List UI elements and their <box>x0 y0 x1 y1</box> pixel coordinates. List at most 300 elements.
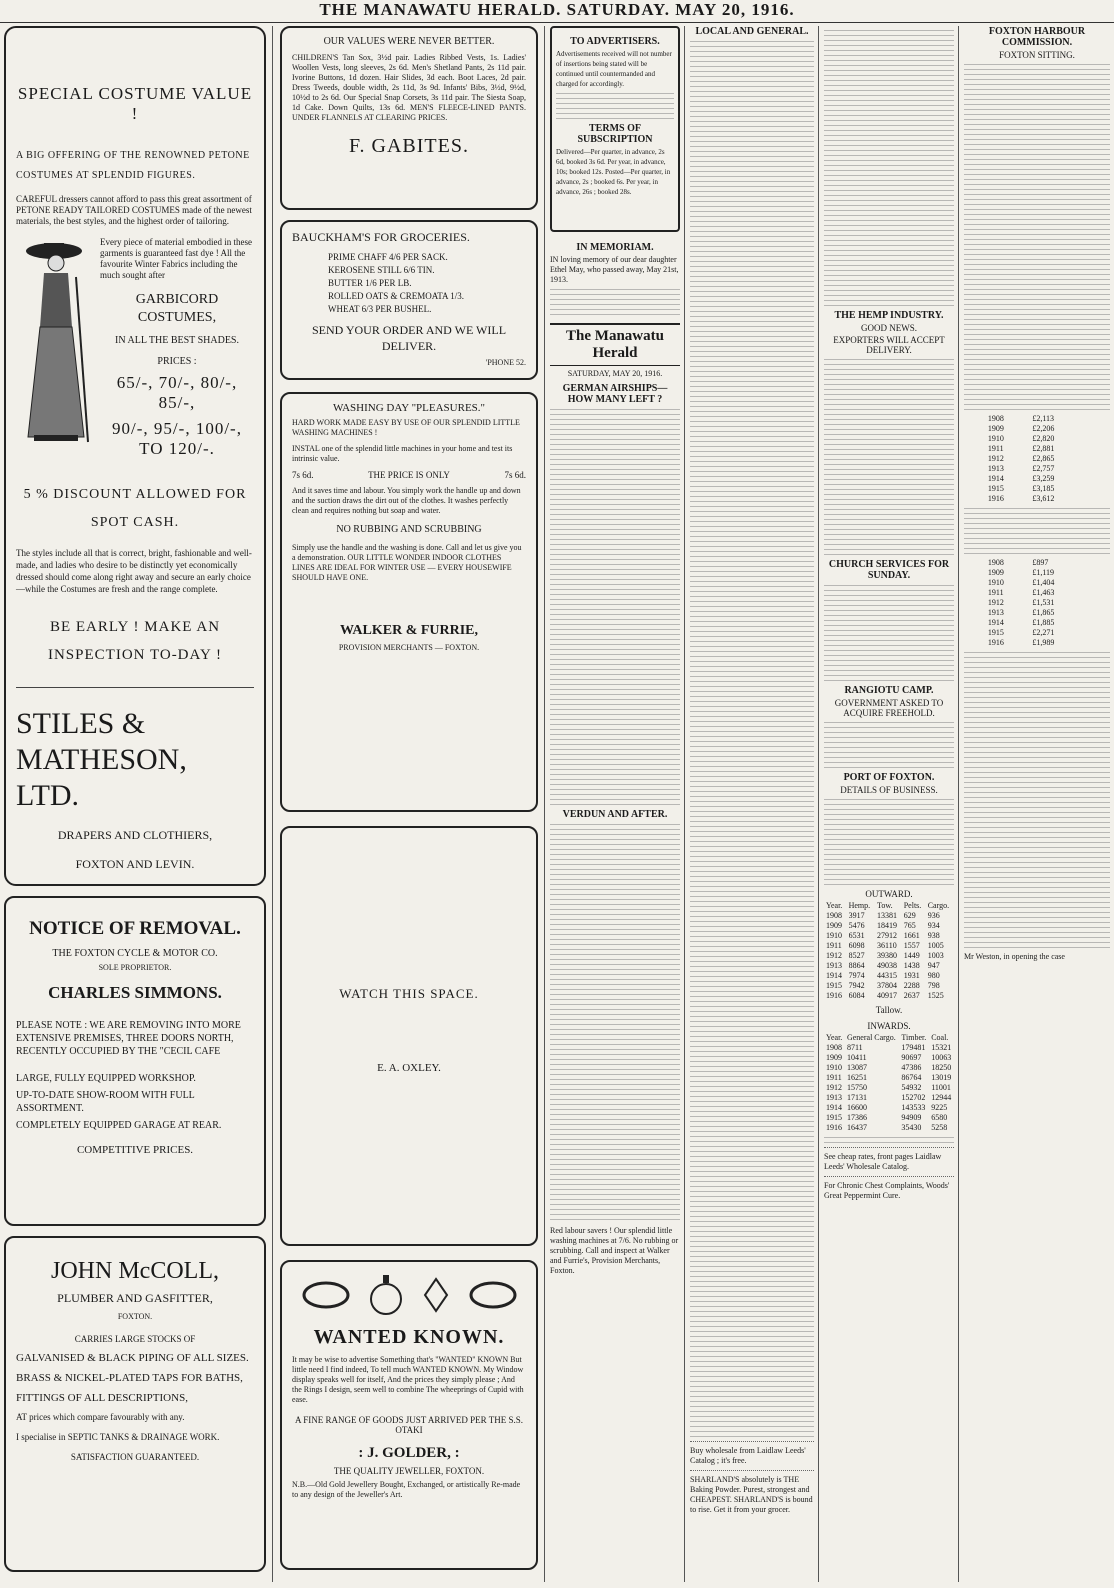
inwards-row-cell: 10411 <box>846 1053 867 1062</box>
ad-mccoll-l7: SATISFACTION GUARANTEED. <box>70 1452 200 1462</box>
ad-costume-discount: 5 % DISCOUNT ALLOWED FOR SPOT CASH. <box>23 487 247 530</box>
ad-bauckham-item: WHEAT 6/3 PER BUSHEL. <box>328 304 432 314</box>
ad-mccoll-l4: FITTINGS OF ALL DESCRIPTIONS, <box>16 1392 188 1404</box>
income-row-cell: 1909 <box>987 424 1004 433</box>
verdun-article-lines <box>550 824 680 1220</box>
income-row <box>986 414 1088 424</box>
expense-row-cell: £1,865 <box>1032 608 1055 617</box>
airships-article-lines <box>550 409 680 805</box>
inwards-row-cell: 18250 <box>931 1063 952 1072</box>
expense-row-cell: 1913 <box>987 608 1004 617</box>
inwards-row-cell: 90697 <box>901 1053 922 1062</box>
inwards-row <box>824 1043 954 1053</box>
sharland-notice: SHARLAND'S absolutely is THE Baking Powder. Purest, strongest and CHEAPEST. SHARLAND'S is bound to rise. Get it from your grocer. <box>690 1475 813 1514</box>
outward-row-cell: 798 <box>927 981 940 990</box>
expense-row-cell: £1,404 <box>1032 578 1055 587</box>
inwards-row-cell: 12944 <box>931 1093 952 1102</box>
inwards-row-cell: 1913 <box>826 1093 842 1102</box>
income-row <box>986 454 1088 464</box>
details-subheading: DETAILS OF BUSINESS. <box>840 785 938 795</box>
expense-row-cell: 1910 <box>987 578 1004 587</box>
outward-row-cell: 8527 <box>848 951 865 960</box>
income-row-cell: 1910 <box>987 434 1004 443</box>
outward-row-cell: 49038 <box>877 961 898 970</box>
ad-mccoll-l2: GALVANISED & BLACK PIPING OF ALL SIZES. <box>16 1352 249 1364</box>
inwards-header-row <box>824 1033 954 1043</box>
outward-row-cell: 2288 <box>903 981 920 990</box>
outward-row-cell: 1449 <box>903 951 920 960</box>
outward-row-cell: 37804 <box>877 981 898 990</box>
column-4 <box>690 26 814 1582</box>
sitting-subheading: FOXTON SITTING. <box>999 50 1075 60</box>
subscription-heading: TERMS OF SUBSCRIPTION <box>577 123 653 145</box>
expense-row <box>986 608 1088 618</box>
ad-watch-title: WATCH THIS SPACE. <box>339 986 479 1001</box>
subscription-text: Delivered—Per quarter, in advance, 2s 6d, booked 3s 6d. Per year, in advance, 10s; booked 12s. Posted—Per quarter, in advance, 2s ; booked 6s. Per year, in advance, 26s ; booked 28s. <box>556 148 671 196</box>
outward-row <box>824 961 954 971</box>
ad-mccoll-l6: I specialise in SEPTIC TANKS & DRAINAGE WORK. <box>16 1432 220 1442</box>
lady-figure-illustration <box>16 237 94 447</box>
rangiotu-article-lines <box>824 722 954 768</box>
inwards-col-year: Year. <box>826 1033 843 1042</box>
ad-costume-intro: A BIG OFFERING OF THE RENOWNED PETONE COSTUMES AT SPLENDID FIGURES. <box>16 150 250 181</box>
expense-row-cell: 1912 <box>987 598 1004 607</box>
inwards-row-cell: 13019 <box>931 1073 952 1082</box>
outward-row-cell: 1003 <box>927 951 944 960</box>
to-advertisers-heading: TO ADVERTISERS. <box>570 36 660 47</box>
outward-row-cell: 6084 <box>848 991 865 1000</box>
memoriam-heading: IN MEMORIAM. <box>576 242 654 253</box>
income-row-cell: £3,612 <box>1032 494 1055 503</box>
ad-removal-line-2: UP-TO-DATE SHOW-ROOM WITH FULL ASSORTMENT. <box>16 1090 195 1114</box>
ad-washing-price: THE PRICE IS ONLY <box>368 470 450 480</box>
verdun-heading: VERDUN AND AFTER. <box>562 809 668 820</box>
expense-row-cell: £1,531 <box>1032 598 1055 607</box>
ad-golder-firm: : J. GOLDER, : <box>358 1445 460 1461</box>
port-closing-lines <box>824 1137 954 1143</box>
ad-washing-no-rub: NO RUBBING AND SCRUBBING <box>336 524 482 535</box>
outward-row <box>824 921 954 931</box>
inwards-row-cell: 35430 <box>901 1123 922 1132</box>
outward-row-cell: 629 <box>903 911 916 920</box>
expense-row-cell: £1,989 <box>1032 638 1055 647</box>
inwards-row-cell: 152702 <box>901 1093 926 1102</box>
expense-row <box>986 628 1088 638</box>
outward-row-cell: 3917 <box>848 911 865 920</box>
church-article-lines <box>824 585 954 681</box>
ad-washing-trade: PROVISION MERCHANTS — FOXTON. <box>338 643 480 652</box>
ad-bauckham-item: KEROSENE STILL 6/6 TIN. <box>328 265 435 275</box>
income-row-cell: £2,881 <box>1032 444 1055 453</box>
expense-row-cell: £1,119 <box>1032 568 1055 577</box>
inwards-row-cell: 1908 <box>826 1043 842 1052</box>
memoriam-verse-lines <box>550 289 680 315</box>
hemp-article-lines <box>824 359 954 555</box>
income-table <box>986 414 1088 504</box>
peppermint-notice: For Chronic Chest Complaints, Woods' Great Peppermint Cure. <box>824 1181 950 1200</box>
column-rule-3 <box>684 26 685 1582</box>
ad-watch <box>280 826 538 1246</box>
income-row <box>986 464 1088 474</box>
inwards-row-cell: 17131 <box>846 1093 867 1102</box>
inwards-row-cell: 8711 <box>846 1043 863 1052</box>
ad-golder-arrival: A FINE RANGE OF GOODS JUST ARRIVED PER THE S.S. OTAKI <box>295 1415 523 1435</box>
inwards-row-cell: 54932 <box>901 1083 922 1092</box>
inwards-row-cell: 1915 <box>826 1113 842 1122</box>
outward-col-pelts: Pelts. <box>903 901 922 910</box>
ad-washing-price-left: 7s 6d. <box>292 470 314 480</box>
outward-table <box>824 901 954 1001</box>
outward-row-cell: 1661 <box>903 931 920 940</box>
ad-removal-proprietor-label: SOLE PROPRIETOR. <box>98 963 172 972</box>
ad-costume-prices-label: PRICES : <box>157 356 197 367</box>
church-heading: CHURCH SERVICES FOR SUNDAY. <box>828 559 950 581</box>
ad-removal-proprietor: CHARLES SIMMONS. <box>48 983 222 1002</box>
masthead: THE MANAWATU HERALD. SATURDAY. MAY 20, 1916. <box>319 0 795 19</box>
ad-bauckham-title: BAUCKHAM'S FOR GROCERIES. <box>292 230 470 244</box>
inwards-row-cell: 86764 <box>901 1073 922 1082</box>
ad-washing-para: INSTAL one of the splendid little machines in your home and test its intrinsic value. <box>292 444 513 463</box>
expense-row <box>986 638 1088 648</box>
outward-row-cell: 7942 <box>848 981 865 990</box>
inwards-row-cell: 94909 <box>901 1113 922 1122</box>
income-row-cell: 1908 <box>987 414 1004 423</box>
inwards-row-cell: 9225 <box>931 1103 948 1112</box>
outward-row-cell: 18419 <box>877 921 898 930</box>
inwards-row-cell: 1909 <box>826 1053 842 1062</box>
outward-tallow-label: Tallow. <box>875 1005 903 1015</box>
outward-row-cell: 934 <box>927 921 940 930</box>
expense-row-cell: 1916 <box>987 638 1004 647</box>
inwards-row-cell: 1916 <box>826 1123 842 1132</box>
expense-row-cell: 1911 <box>987 588 1004 597</box>
inwards-row-cell: 5258 <box>931 1123 948 1132</box>
ad-bauckham <box>280 220 538 380</box>
ad-washing-firm: WALKER & FURRIE, <box>339 623 479 638</box>
outward-row-cell: 1913 <box>826 961 842 970</box>
ad-bauckham-item: ROLLED OATS & CREMOATA 1/3. <box>328 291 465 301</box>
inwards-row <box>824 1123 954 1133</box>
outward-row-cell: 36110 <box>877 941 897 950</box>
ad-costume-shades: IN ALL THE BEST SHADES. <box>115 335 239 346</box>
ad-mccoll-trade: PLUMBER AND GASFITTER, <box>57 1291 213 1305</box>
column-rule-2 <box>544 26 545 1582</box>
ad-removal <box>4 896 266 1226</box>
outward-row-cell: 39380 <box>877 951 898 960</box>
income-row <box>986 424 1088 434</box>
ad-costume-fabric: GARBICORD COSTUMES, <box>135 292 219 325</box>
column-6 <box>964 26 1110 1582</box>
outward-row-cell: 1912 <box>826 951 842 960</box>
paper-title: The Manawatu Herald <box>550 323 680 366</box>
ad-costume-trade: DRAPERS AND CLOTHIERS, <box>57 828 213 842</box>
column-rule-5 <box>958 26 959 1582</box>
outward-col-hemp: Hemp. <box>848 901 871 910</box>
outward-row-cell: 980 <box>927 971 940 980</box>
inwards-row-cell: 6580 <box>931 1113 948 1122</box>
income-commentary-lines <box>964 508 1110 554</box>
expense-row-cell: £897 <box>1032 558 1049 567</box>
port-article-lines <box>824 799 954 885</box>
outward-col-tow: Tow. <box>877 901 893 910</box>
income-row <box>986 484 1088 494</box>
ad-costume-towns: FOXTON AND LEVIN. <box>75 857 195 871</box>
ad-bauckham-item: PRIME CHAFF 4/6 PER SACK. <box>328 252 448 262</box>
ad-mccoll-name: JOHN McCOLL, <box>51 1258 219 1284</box>
ad-washing-title: WASHING DAY "PLEASURES." <box>332 402 486 414</box>
harbour-article-lines <box>964 64 1110 410</box>
outward-row-cell: 6098 <box>848 941 865 950</box>
ad-removal-note: PLEASE NOTE : WE ARE REMOVING INTO MORE EXTENSIVE PREMISES, THREE DOORS NORTH, RECENTLY OCCUPIED BY THE "CECIL CAFE <box>16 1020 241 1057</box>
outward-row-cell: 13381 <box>877 911 898 920</box>
good-news-subheading: GOOD NEWS. <box>861 323 917 333</box>
ad-washing-price-right: 7s 6d. <box>504 470 526 480</box>
expense-row-cell: 1909 <box>987 568 1004 577</box>
ad-watch-firm: E. A. OXLEY. <box>377 1062 441 1074</box>
expense-row-cell: £1,463 <box>1032 588 1055 597</box>
expense-row <box>986 618 1088 628</box>
to-advertisers-text-lines <box>556 93 674 119</box>
ad-removal-title: NOTICE OF REMOVAL. <box>29 918 241 939</box>
inwards-row <box>824 1103 954 1113</box>
notice-box <box>550 26 680 232</box>
outward-row-cell: 1911 <box>826 941 842 950</box>
outward-row-cell: 1909 <box>826 921 842 930</box>
outward-row-cell: 1914 <box>826 971 842 980</box>
harbour-heading: FOXTON HARBOUR COMMISSION. <box>988 26 1086 48</box>
ad-washing-para2: And it saves time and labour. You simply work the handle up and down and the suction draws the dirt out of the clothes. It washes perfectly clean and requires nothing but soap and water. <box>292 486 521 515</box>
harbour-closing-line: Mr Weston, in opening the case <box>964 952 1065 961</box>
ad-bauckham-item: BUTTER 1/6 PER LB. <box>328 278 412 288</box>
inwards-row-cell: 11001 <box>931 1083 951 1092</box>
ad-removal-company: THE FOXTON CYCLE & MOTOR CO. <box>52 948 218 959</box>
outward-heading: OUTWARD. <box>865 889 913 899</box>
ad-washing <box>280 392 538 812</box>
freehold-subheading: GOVERNMENT ASKED TO ACQUIRE FREEHOLD. <box>834 698 944 718</box>
outward-row-cell: 8864 <box>848 961 865 970</box>
expense-row <box>986 588 1088 598</box>
ad-removal-line-3: COMPLETELY EQUIPPED GARAGE AT REAR. <box>16 1120 222 1131</box>
newman-article-lines <box>824 30 954 306</box>
outward-col-cargo: Cargo. <box>927 901 950 910</box>
expense-table <box>986 558 1088 648</box>
port-heading: PORT OF FOXTON. <box>843 772 935 783</box>
outward-row-cell: 5476 <box>848 921 865 930</box>
ad-washing-para3: Simply use the handle and the washing is done. Call and let us give you a demonstration. OUR LITTLE WONDER INDOOR CLOTHES LINES ARE IDEAL FOR WINTER USE — EVERY HOUSEWIFE SHOULD HAVE ONE. <box>292 543 522 582</box>
ad-mccoll-l3: BRASS & NICKEL-PLATED TAPS FOR BATHS, <box>16 1372 243 1384</box>
ad-costume-prices-2: 90/-, 95/-, 100/-, TO 120/-. <box>112 419 242 458</box>
ad-bauckham-cta: SEND YOUR ORDER AND WE WILL DELIVER. <box>311 323 507 353</box>
memoriam-text: IN loving memory of our dear daughter Ethel May, who passed away, May 21st, 1913. <box>550 255 679 284</box>
inwards-row-cell: 15321 <box>931 1043 952 1052</box>
inwards-col-timber: Timber. <box>901 1033 927 1042</box>
washing-notice: Red labour savers ! Our splendid little washing machines at 7/6. No rubbing or scrubbing. Call and inspect at Walker and Furrie's, Provision Merchants, Foxton. <box>550 1226 679 1275</box>
outward-row-cell: 1908 <box>826 911 842 920</box>
column-2 <box>280 26 538 1582</box>
expense-commentary-lines <box>964 652 1110 948</box>
outward-col-year: Year. <box>826 901 843 910</box>
income-row <box>986 494 1088 504</box>
ad-washing-intro: HARD WORK MADE EASY BY USE OF OUR SPLENDID LITTLE WASHING MACHINES ! <box>292 418 520 437</box>
ad-gabites-title: OUR VALUES WERE NEVER BETTER. <box>323 36 495 47</box>
inwards-row-cell: 16437 <box>846 1123 867 1132</box>
outward-row-cell: 947 <box>927 961 940 970</box>
income-row <box>986 474 1088 484</box>
outward-row-cell: 1910 <box>826 931 842 940</box>
expense-row-cell: £1,885 <box>1032 618 1055 627</box>
ad-costume-para: CAREFUL dressers cannot afford to pass this great assortment of PETONE READY TAILORED COSTUMES made of the newest materials, the best styles, and the highest order of tailoring. <box>16 194 252 226</box>
outward-row <box>824 911 954 921</box>
exporters-subheading: EXPORTERS WILL ACCEPT DELIVERY. <box>833 335 945 355</box>
income-row-cell: 1911 <box>987 444 1004 453</box>
ad-gabites-firm: F. GABITES. <box>349 135 469 157</box>
expense-row <box>986 578 1088 588</box>
to-advertisers-text: Advertisements received will not number of insertions being stated will be continued until countermanded and charged for accordingly. <box>556 50 672 88</box>
inwards-table <box>824 1033 954 1133</box>
outward-row-cell: 1438 <box>903 961 920 970</box>
outward-row-cell: 7974 <box>848 971 865 980</box>
masthead-rule <box>0 22 1114 23</box>
ad-costume-styles: The styles include all that is correct, bright, fashionable and well-made, and ladies who desire to be distinctly yet economically dressed should come along right away and secure an early choice—while the Costumes are fresh and the range complete. <box>16 548 252 594</box>
ad-golder-note: N.B.—Old Gold Jewellery Bought, Exchanged, or artistically Re-made to any design of the Jeweller's Art. <box>292 1480 521 1499</box>
income-row-cell: 1916 <box>987 494 1004 503</box>
ad-gabites-text: CHILDREN'S Tan Sox, 3½d pair. Ladies Ribbed Vests, 1s. Ladies' Woollen Vests, long sleeves, 2s 6d. Men's Shetland Pants, 2s 11d pair. Ivorine Buttons, 1d dozen. Hair Slides, 3d each. Boot Laces, 2d pair. Dress Tweeds, double width, 2s 11d, 3s 9d. Infants' Bibs, 3½d, 9½d, 10½d to 2s 6d. Our Special Snap Corsets, 3s 11d pair. The Siesta Soap, 1d Cake. Down Quilts, 13s 6d. MEN'S FLEECE-LINED PANTS. UNDER FLANNELS AT CLEARING PRICES. <box>292 53 526 122</box>
ad-gabites <box>280 26 538 210</box>
outward-row <box>824 971 954 981</box>
ad-golder-text: It may be wise to advertise Something that's "WANTED" KNOWN But little need I find indeed, To tell much WANTED KNOWN. My Window display speaks well for itself, And the prices they simply please ; And the Rings I design, seem well to combine The wheeprings of Cupid with ease. <box>292 1355 524 1404</box>
income-row-cell: £2,757 <box>1032 464 1055 473</box>
outward-row <box>824 981 954 991</box>
inwards-row-cell: 47386 <box>901 1063 922 1072</box>
expense-row <box>986 568 1088 578</box>
ad-mccoll-l1: CARRIES LARGE STOCKS OF <box>74 1334 196 1344</box>
outward-row-cell: 765 <box>903 921 916 930</box>
column-3 <box>550 26 680 1582</box>
ad-bauckham-phone: 'PHONE 52. <box>485 358 526 367</box>
income-row-cell: £2,113 <box>1032 414 1055 423</box>
ad-costume-note: Every piece of material embodied in these garments is guaranteed fast dye ! All the favourite Winter Fabrics including the much sought after <box>100 237 252 280</box>
expense-row-cell: £2,271 <box>1032 628 1055 637</box>
income-row-cell: 1914 <box>987 474 1004 483</box>
inwards-row-cell: 1910 <box>826 1063 842 1072</box>
column-rule-1 <box>272 26 273 1582</box>
outward-row-cell: 1916 <box>826 991 842 1000</box>
outward-row-cell: 2637 <box>903 991 920 1000</box>
outward-row <box>824 951 954 961</box>
inwards-row <box>824 1053 954 1063</box>
inwards-row-cell: 179481 <box>901 1043 926 1052</box>
outward-row-cell: 40917 <box>877 991 898 1000</box>
outward-row-cell: 1931 <box>903 971 920 980</box>
dateline: SATURDAY, MAY 20, 1916. <box>567 369 663 378</box>
inwards-row <box>824 1073 954 1083</box>
inwards-row-cell: 10063 <box>931 1053 952 1062</box>
expense-row-cell: 1915 <box>987 628 1004 637</box>
outward-row <box>824 991 954 1001</box>
ad-costume-prices-1: 65/-, 70/-, 80/-, 85/-, <box>116 373 238 412</box>
ad-golder-trade: THE QUALITY JEWELLER, FOXTON. <box>333 1466 485 1476</box>
airships-heading: GERMAN AIRSHIPS—HOW MANY LEFT ? <box>562 383 668 405</box>
income-row-cell: 1912 <box>987 454 1004 463</box>
ad-mccoll-l5: AT prices which compare favourably with any. <box>16 1412 185 1422</box>
inwards-col-coal: Coal. <box>931 1033 949 1042</box>
local-general-article-lines <box>690 41 814 1437</box>
inwards-row-cell: 16251 <box>846 1073 867 1082</box>
income-row-cell: £2,820 <box>1032 434 1055 443</box>
outward-row-cell: 44315 <box>877 971 898 980</box>
inwards-row-cell: 1912 <box>826 1083 842 1092</box>
inwards-row-cell: 17386 <box>846 1113 867 1122</box>
expense-row-cell: 1908 <box>987 558 1004 567</box>
laidlaw-notice: Buy wholesale from Laidlaw Leeds' Catalog ; it's free. <box>690 1446 806 1465</box>
ad-mccoll-town: FOXTON. <box>117 1312 153 1321</box>
inwards-row <box>824 1063 954 1073</box>
income-row-cell: 1913 <box>987 464 1004 473</box>
column-1 <box>4 26 266 1582</box>
inwards-heading: INWARDS. <box>867 1021 911 1031</box>
outward-row-cell: 1005 <box>927 941 944 950</box>
inwards-row-cell: 1911 <box>826 1073 842 1082</box>
expense-row <box>986 558 1088 568</box>
income-row-cell: £2,206 <box>1032 424 1055 433</box>
outward-row <box>824 931 954 941</box>
expense-row-cell: 1914 <box>987 618 1004 627</box>
inwards-row <box>824 1113 954 1123</box>
hemp-heading: THE HEMP INDUSTRY. <box>834 310 944 321</box>
inwards-col-cargo: General Cargo. <box>846 1033 896 1042</box>
expense-row <box>986 598 1088 608</box>
inwards-row <box>824 1083 954 1093</box>
income-row-cell: 1915 <box>987 484 1004 493</box>
income-row-cell: £2,865 <box>1032 454 1055 463</box>
income-row-cell: £3,185 <box>1032 484 1055 493</box>
ad-removal-line-1: LARGE, FULLY EQUIPPED WORKSHOP. <box>16 1073 196 1084</box>
ad-golder-title: WANTED KNOWN. <box>313 1326 505 1348</box>
outward-row-cell: 27912 <box>877 931 898 940</box>
column-5 <box>824 26 954 1582</box>
catalog-notice: See cheap rates, front pages Laidlaw Leeds' Wholesale Catalog. <box>824 1152 942 1171</box>
ad-removal-line-4: COMPETITIVE PRICES. <box>76 1144 194 1156</box>
income-row <box>986 434 1088 444</box>
outward-row-cell: 936 <box>927 911 940 920</box>
outward-row <box>824 941 954 951</box>
ad-golder <box>280 1260 538 1570</box>
column-rule-4 <box>818 26 819 1582</box>
outward-row-cell: 938 <box>927 931 940 940</box>
inwards-row-cell: 13087 <box>846 1063 867 1072</box>
outward-header-row <box>824 901 954 911</box>
outward-row-cell: 1525 <box>927 991 944 1000</box>
inwards-row-cell: 143533 <box>901 1103 926 1112</box>
local-general-heading: LOCAL AND GENERAL. <box>695 26 809 37</box>
jewellery-illustration <box>292 1270 526 1320</box>
inwards-row-cell: 1914 <box>826 1103 842 1112</box>
inwards-row <box>824 1093 954 1103</box>
income-row <box>986 444 1088 454</box>
ad-costume <box>4 26 266 886</box>
outward-row-cell: 6531 <box>848 931 865 940</box>
income-row-cell: £3,259 <box>1032 474 1055 483</box>
outward-row-cell: 1557 <box>903 941 920 950</box>
ad-mccoll <box>4 1236 266 1572</box>
inwards-row-cell: 15750 <box>846 1083 867 1092</box>
ad-costume-title: SPECIAL COSTUME VALUE ! <box>17 84 253 123</box>
inwards-row-cell: 16600 <box>846 1103 867 1112</box>
ad-costume-cta: BE EARLY ! MAKE AN INSPECTION TO-DAY ! <box>47 619 222 663</box>
rangiotu-heading: RANGIOTU CAMP. <box>844 685 934 696</box>
ad-costume-firm: STILES & MATHESON, LTD. <box>16 707 187 812</box>
outward-row-cell: 1915 <box>826 981 842 990</box>
